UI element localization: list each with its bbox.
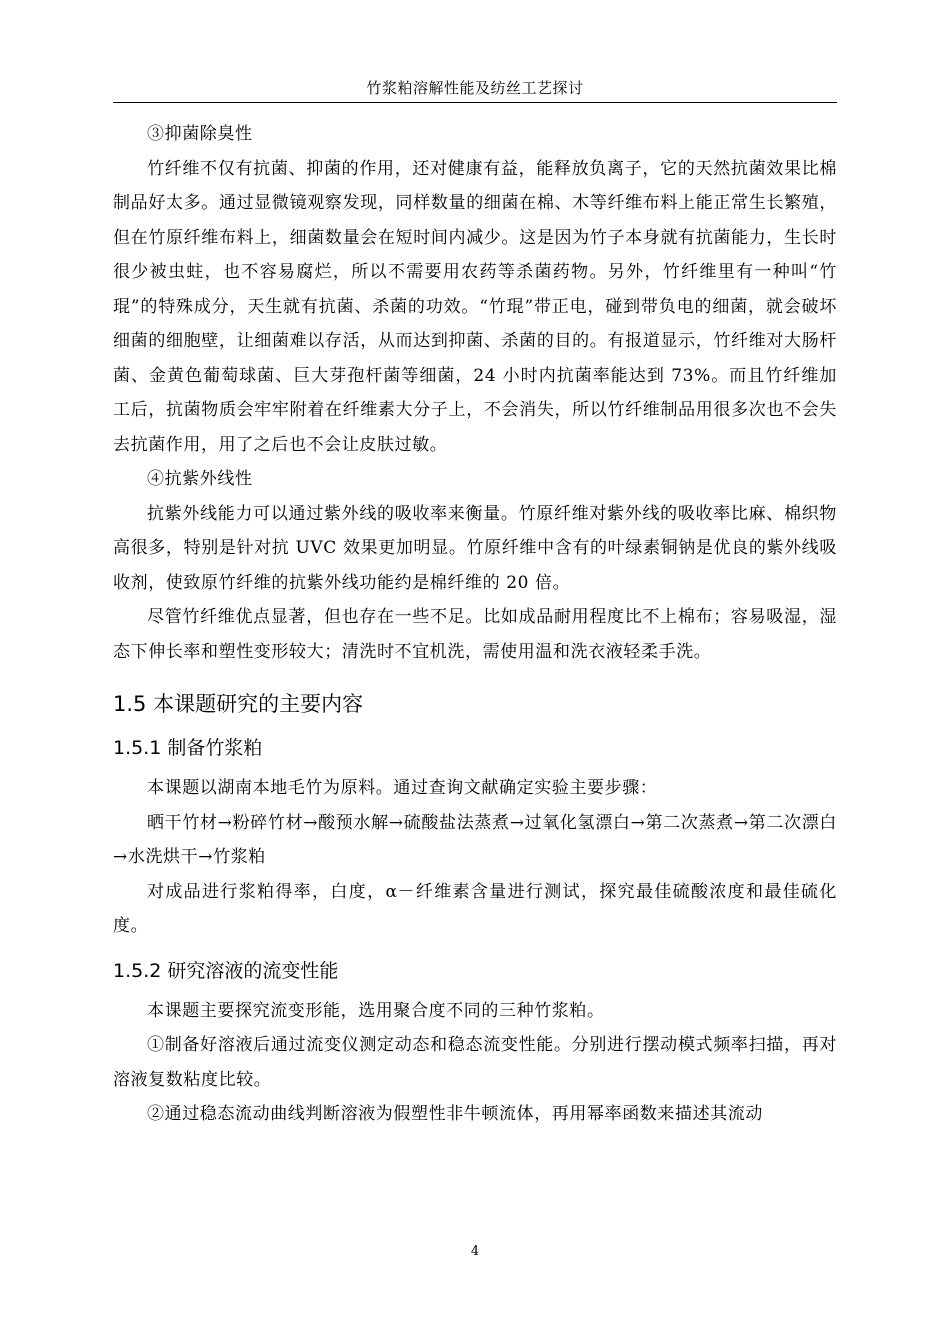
paragraph-1-5-2-intro: 本课题主要探究流变形能，选用聚合度不同的三种竹浆粕。 [147,1000,605,1021]
paragraph-1-5-2-item-2: ②通过稳态流动曲线判断溶液为假塑性非牛顿流体，再用幂率函数来描述其流动 [147,1104,763,1124]
subheading-uv-resistance: ④抗紫外线性 [147,469,253,489]
subheading-antibacterial: ③抑菌除臭性 [147,124,253,144]
paragraph-1-5-1-intro: 本课题以湖南本地毛竹为原料。通过查询文献确定实验主要步骤： [147,778,658,798]
section-heading-1-5-1: 1.5.1 制备竹浆粕 [113,737,263,759]
paragraph-1-5-1-tests: 对成品进行浆粕得率，白度，α－纤维素含量进行测试，探究最佳硫酸浓度和最佳硫化度。 [113,881,837,936]
header-rule [113,102,837,103]
page-content [113,117,837,1132]
section-heading-1-5: 1.5 本课题研究的主要内容 [113,692,364,716]
paragraph-uv-resistance: 抗紫外线能力可以通过紫外线的吸收率来衡量。竹原纤维对紫外线的吸收率比麻、棉织物高很多，特别是针对抗 UVC 效果更加明显。竹原纤维中含有的叶绿素铜钠是优良的紫外线吸收剂，使致原竹纤维的抗紫外线功能约是棉纤维的 20 倍。 [113,503,837,593]
paragraph-1-5-2-item-1: ①制备好溶液后通过流变仪测定动态和稳态流变性能。分别进行摆动模式频率扫描，再对溶液复数粘度比较。 [113,1035,837,1090]
page-number: 4 [470,1244,480,1259]
paragraph-antibacterial: 竹纤维不仅有抗菌、抑菌的作用，还对健康有益，能释放负离子，它的天然抗菌效果比棉制品好太多。通过显微镜观察发现，同样数量的细菌在棉、木等纤维布料上能正常生长繁殖，但在竹原纤维布料上，细菌数量会在短时间内减少。这是因为竹子本身就有抗菌能力，生长时很少被虫蛀，也不容易腐烂，所以不需要用农药等杀菌药物。另外，竹纤维里有一种叫“竹琨”的特殊成分，天生就有抗菌、杀菌的功效。“竹琨”带正电，碰到带负电的细菌，就会破坏细菌的细胞壁，让细菌难以存活，从而达到抑菌、杀菌的目的。有报道显示，竹纤维对大肠杆菌、金黄色葡萄球菌、巨大芽孢杆菌等细菌，24 小时内抗菌率能达到 73%。而且竹纤维加工后，抗菌物质会牢牢附着在纤维素大分子上，不会消失，所以竹纤维制品用很多次也不会失去抗菌作用，用了之后也不会让皮肤过敏。 [113,158,837,455]
paragraph-drawbacks: 尽管竹纤维优点显著，但也存在一些不足。比如成品耐用程度比不上棉布；容易吸湿，湿态下伸长率和塑性变形较大；清洗时不宜机洗，需使用温和洗衣液轻柔手洗。 [113,607,837,662]
running-header: 竹浆粕溶解性能及纺丝工艺探讨 [366,79,584,97]
paragraph-1-5-1-steps: 晒干竹材→粉碎竹材→酸预水解→硫酸盐法蒸煮→过氧化氢漂白→第二次蒸煮→第二次漂白→水洗烘干→竹浆粕 [113,812,837,867]
section-heading-1-5-2: 1.5.2 研究溶液的流变性能 [113,959,339,982]
